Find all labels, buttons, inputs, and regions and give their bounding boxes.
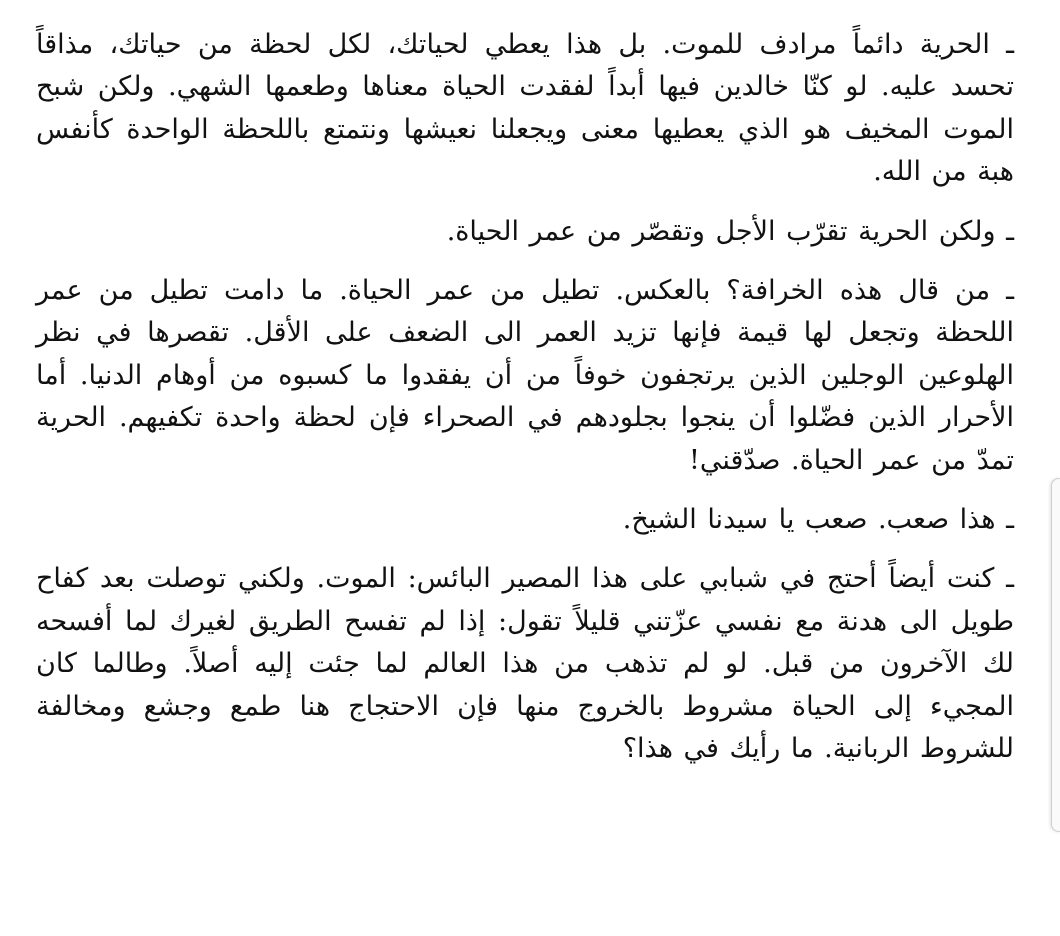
paragraph-4: ـ هذا صعب. صعب يا سيدنا الشيخ. xyxy=(622,504,1014,536)
edge-panel-handle[interactable] xyxy=(1051,478,1060,832)
paragraph-gap xyxy=(36,253,1014,270)
paragraph-gap xyxy=(36,194,1014,211)
paragraph-1: ـ الحرية دائماً مرادف للموت. بل هذا يعطي لحياتك، لكل لحظة من حياتك، مذاقاً تحسد عليه. لو كنّا خالدين فيها أبداً لفقدت الحياة معناها وطعمها الشهي. ولكن شبح الموت المخيف هو الذي يعطيها معنى ويجعلنا نعيشها ونتمتع باللحظة الواحدة كأنفس هبة من الله. xyxy=(36,29,1014,188)
paragraph-gap xyxy=(36,541,1014,558)
paragraph-3: ـ من قال هذه الخرافة؟ بالعكس. تطيل من عمر الحياة. ما دامت تطيل من عمر اللحظة وتجعل لها قيمة فإنها تزيد العمر الى الضعف على الأقل. تقصرها في نظر الهلوعين الوجلين الذين يرتجفون خوفاً من أن يفقدوا ما كسبوه من أوهام الدنيا. أما الأحرار الذين فضّلوا أن ينجوا بجلودهم في الصحراء فإن لحظة واحدة تكفيهم. الحرية تمدّ من عمر الحياة. صدّقني! xyxy=(36,275,1014,476)
document-page xyxy=(36,24,1014,924)
paragraph-5: ـ كنت أيضاً أحتج في شبابي على هذا المصير البائس: الموت. ولكني توصلت بعد كفاح طويل الى هدنة مع نفسي عزّتني قليلاً تقول: إذا لم تفسح الطريق لغيرك لما أفسحه لك الآخرون من قبل. لو لم تذهب من هذا العالم لما جئت إليه أصلاً. وطالما كان المجيء إلى الحياة مشروط بالخروج منها فإن الاحتجاج هنا طمع وجشع ومخالفة للشروط الربانية. ما رأيك في هذا؟ xyxy=(36,563,1014,765)
paragraph-2: ـ ولكن الحرية تقرّب الأجل وتقصّر من عمر الحياة. xyxy=(446,215,1014,247)
paragraph-gap xyxy=(36,482,1014,499)
